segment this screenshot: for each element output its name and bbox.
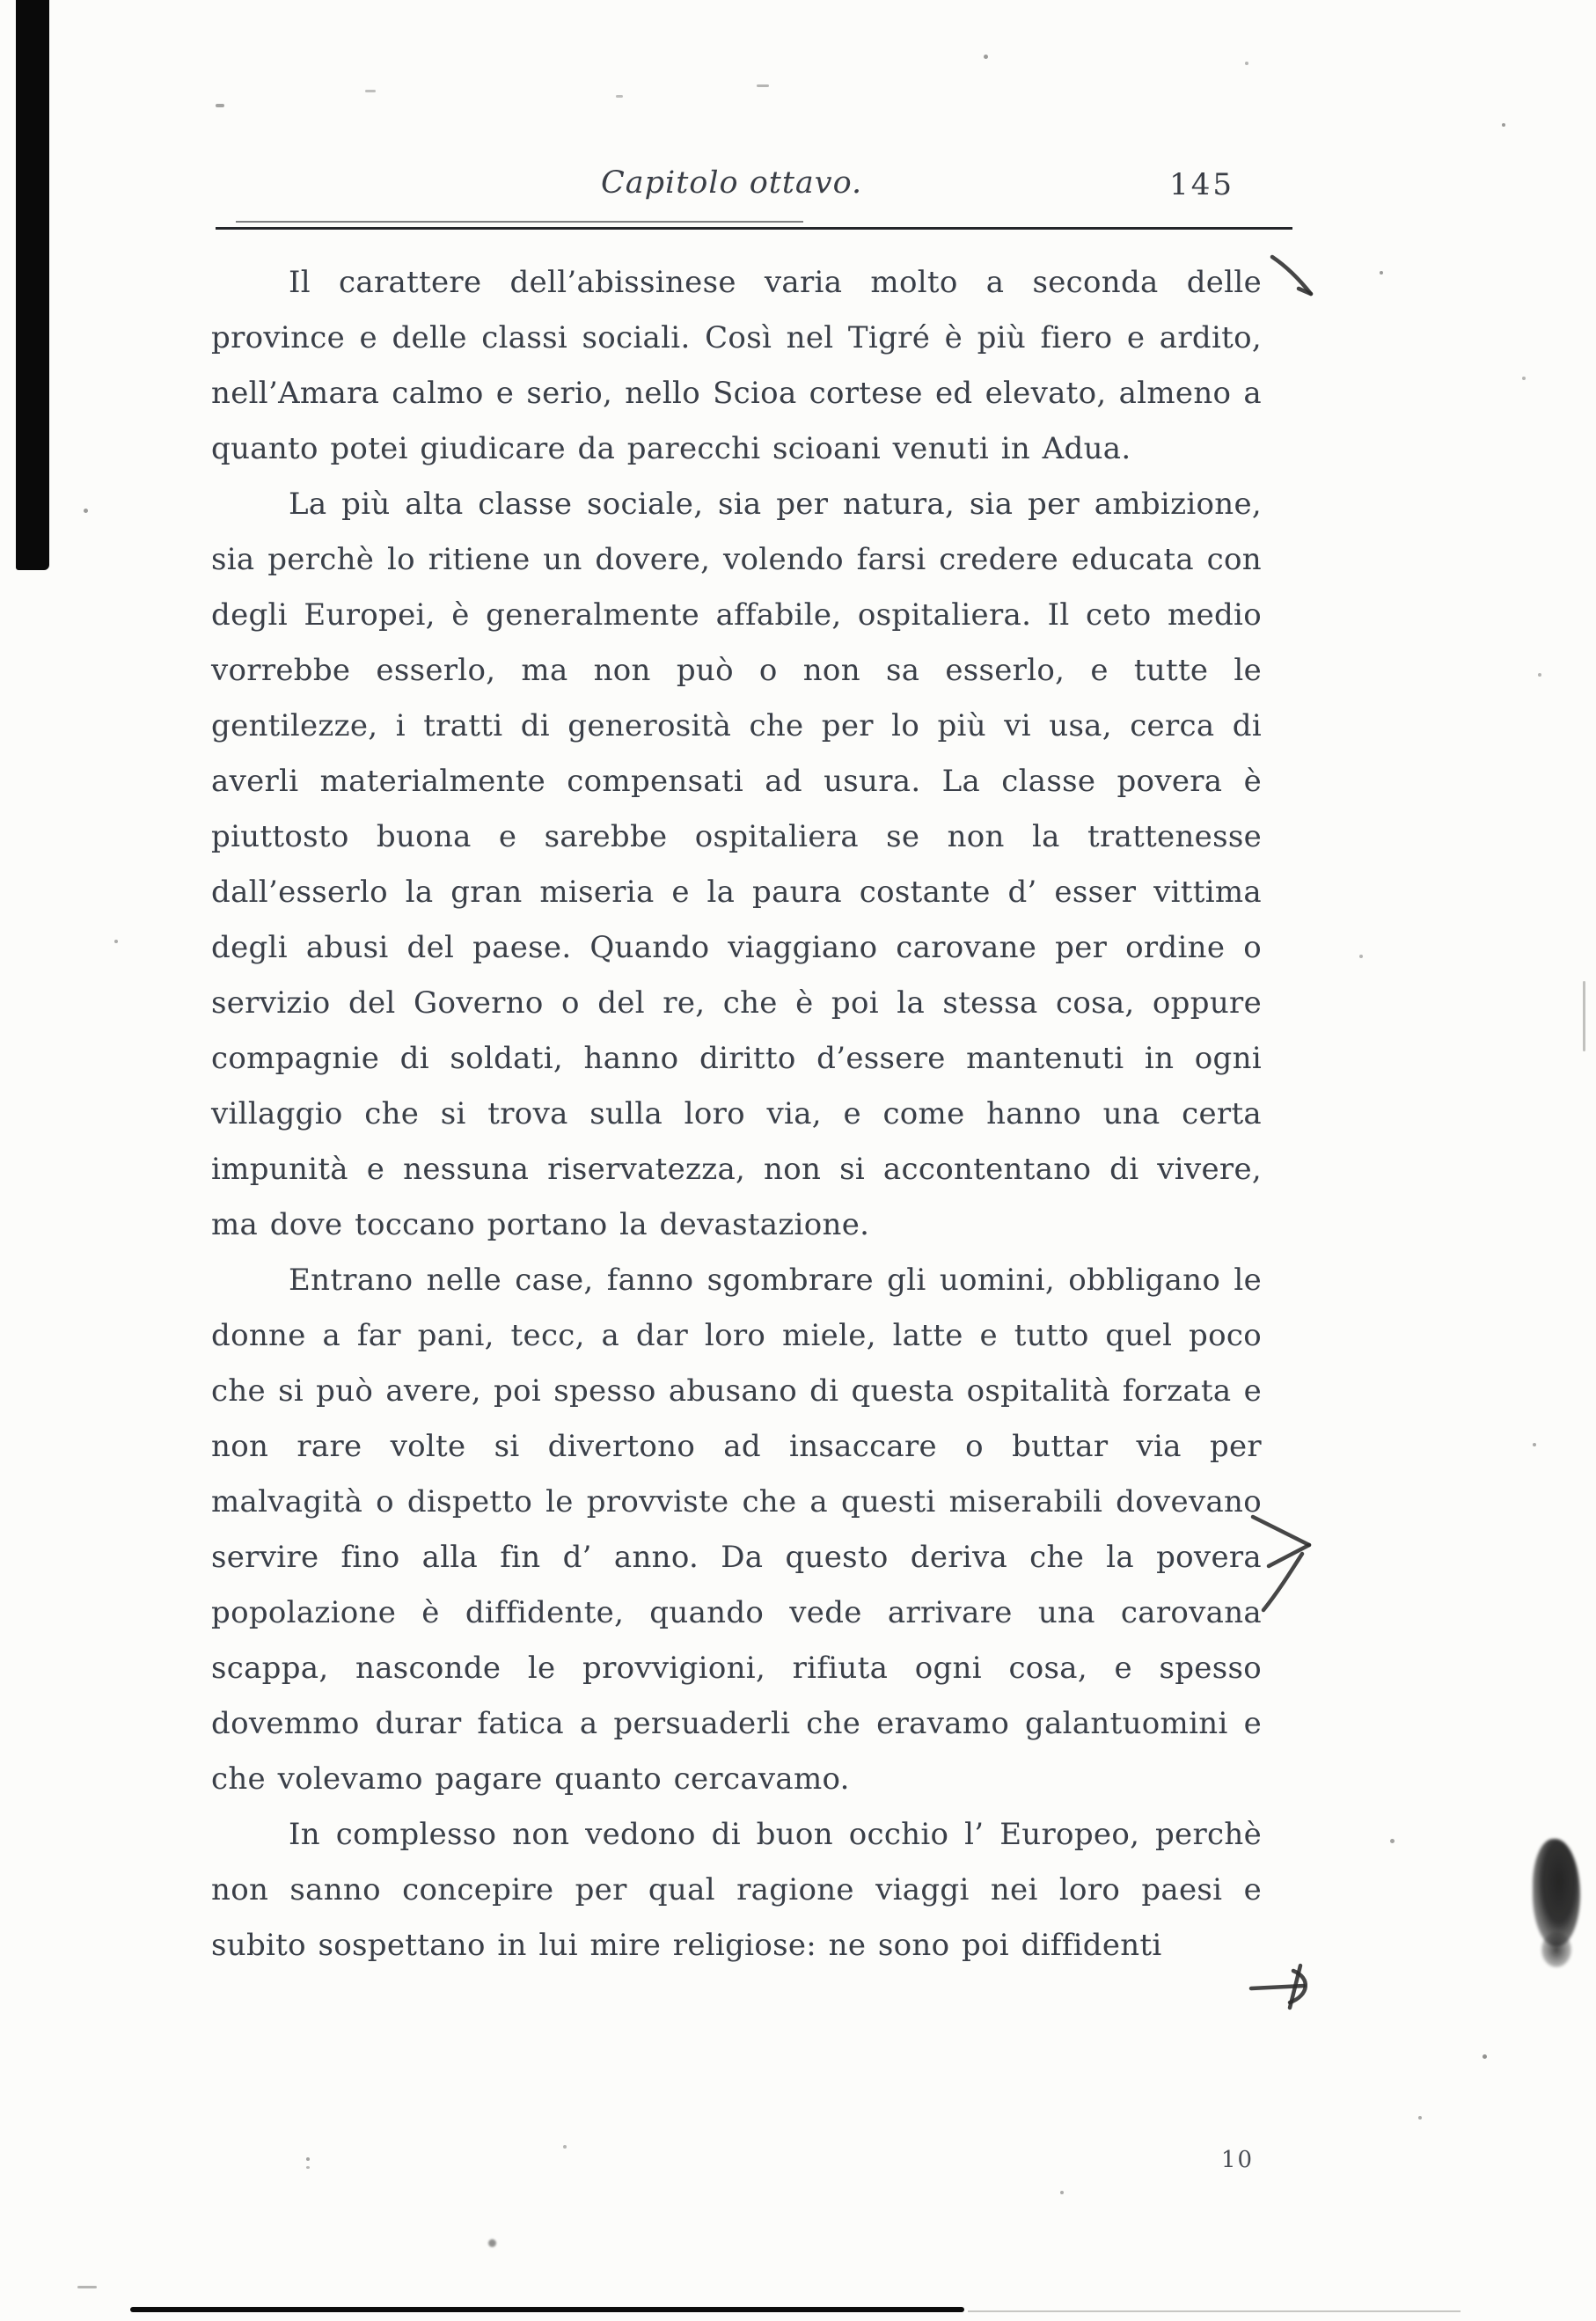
paragraph: Il carattere dell’abissinese varia molto a seconda delle province e delle classi sociali. Così nel Tigré è più fiero e ardito, nell’Amara calmo e serio, nello Scioa cortese ed elevato, almeno a quanto potei giudicare da parecchi scioani venuti in Adua. bbox=[211, 265, 1262, 466]
scan-speck bbox=[1390, 1839, 1395, 1843]
paragraph: Entrano nelle case, fanno sgombrare gli uomini, obbligano le donne a far pani, tecc, a dar loro miele, latte e tutto quel poco che si può avere, poi spesso abusano di questa ospitalità forzata e non rare volte si divertono ad insaccare o buttar via per malvagità o dispetto le provviste che a questi miserabili dovevano servire fino alla fin d’ anno. Da questo deriva che la povera popolazione è diffidente, quando vede arrivare una carovana scappa, nasconde le provvigioni, rifiuta ogni cosa, e spesso dovemmo durar fatica a persuaderli che eravamo galantuomini e che volevamo pagare quanto cercavamo. bbox=[211, 1263, 1262, 1797]
scan-speck bbox=[306, 2157, 310, 2161]
signature-number: 10 bbox=[1221, 2147, 1255, 2173]
scan-speck bbox=[1533, 1443, 1536, 1446]
scan-speck bbox=[1060, 2191, 1064, 2194]
scan-speck bbox=[1245, 62, 1248, 65]
scan-artifact-left-bar bbox=[16, 0, 49, 570]
scan-speck bbox=[984, 55, 988, 59]
scan-speck bbox=[488, 2239, 496, 2247]
paragraph: In complesso non vedono di buon occhio l’ Europeo, perchè non sanno concepire per qual ragione viaggi nei loro paesi e subito sospettano in lui mire religiose: ne sono poi diffidenti bbox=[211, 1817, 1262, 1963]
handwritten-stroke-mark bbox=[1265, 252, 1321, 303]
scan-speck bbox=[365, 90, 376, 92]
scan-artifact-bottom-line bbox=[130, 2307, 964, 2312]
scan-artifact-ink-smudge bbox=[1533, 1839, 1580, 1946]
scan-speck bbox=[1359, 955, 1363, 958]
scan-artifact-bottom-edge bbox=[968, 2310, 1461, 2312]
running-head bbox=[211, 165, 1263, 211]
scan-speck bbox=[1380, 271, 1383, 275]
header-rule-double bbox=[236, 221, 803, 223]
scan-speck bbox=[1502, 123, 1505, 127]
scan-speck bbox=[306, 2166, 310, 2169]
scan-speck bbox=[757, 84, 769, 87]
scan-speck bbox=[616, 95, 623, 98]
scan-speck bbox=[1522, 377, 1526, 380]
scan-speck bbox=[84, 509, 88, 513]
page-number: 145 bbox=[1169, 167, 1234, 202]
scan-speck bbox=[216, 104, 224, 107]
chapter-title: Capitolo ottavo. bbox=[600, 165, 863, 201]
scan-speck bbox=[563, 2145, 567, 2149]
scan-speck bbox=[114, 940, 118, 943]
scan-speck bbox=[1418, 2116, 1422, 2120]
scan-speck bbox=[1483, 2054, 1487, 2059]
paragraph: La più alta classe sociale, sia per natura, sia per ambizione, sia perchè lo ritiene un dovere, volendo farsi credere educata con degli Europei, è generalmente affabile, ospitaliera. Il ceto medio vorrebbe esserlo, ma non può o non sa esserlo, e tutte le gentilezze, i tratti di generosità che per lo più vi usa, cerca di averli materialmente compensati ad usura. La classe povera è piuttosto buona e sarebbe ospitaliera se non la trattenesse dall’esserlo la gran miseria e la paura costante d’ esser vittima degli abusi del paese. Quando viaggiano carovane per ordine o servizio del Governo o del re, che è poi la stessa cosa, oppure compagnie di soldati, hanno diritto d’essere mantenuti in ogni villaggio che si trova sulla loro via, e come hanno una certa impunità e nessuna riservatezza, non si accontentano di vivere, ma dove toccano portano la devastazione. bbox=[211, 487, 1262, 1242]
scan-artifact-ink-smudge-small bbox=[1541, 1932, 1571, 1967]
scan-artifact-edge-scratch bbox=[1583, 981, 1585, 1051]
header-rule bbox=[216, 227, 1292, 230]
scan-speck bbox=[1538, 673, 1541, 677]
scan-speck bbox=[77, 2286, 97, 2288]
body-text bbox=[211, 255, 1262, 1973]
